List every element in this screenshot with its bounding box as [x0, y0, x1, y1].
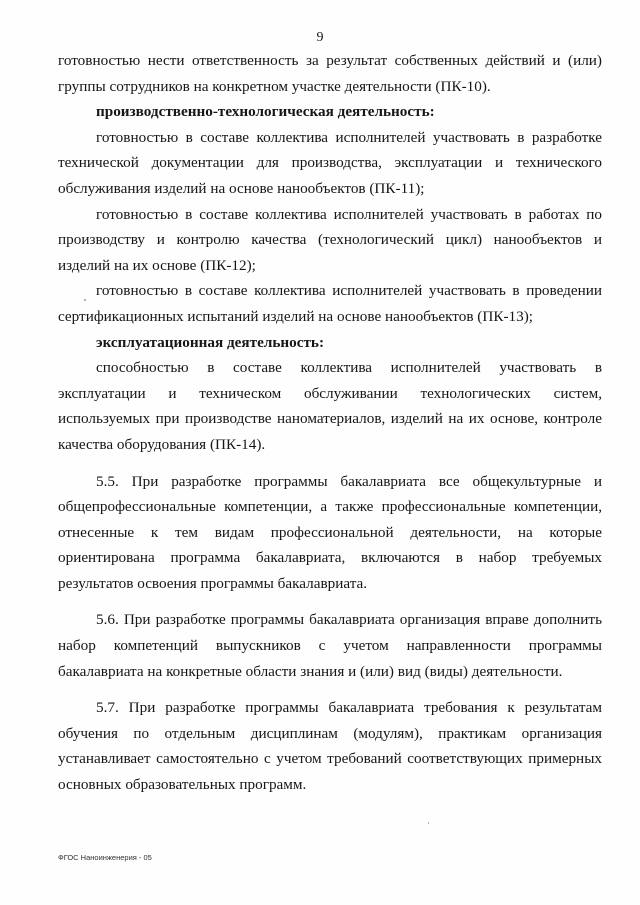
- paragraph-pk12: готовностью в составе коллектива исполнителей участвовать в работах по производству и контролю качества (технологический цикл) нанообъектов и изделий на их основе (ПК-12);: [58, 205, 602, 274]
- scan-speck: [428, 822, 429, 824]
- paragraph-pk10-continuation: готовностью нести ответственность за результат собственных действий и (или) группы сотрудников на конкретном участке деятельности (ПК-10).: [58, 52, 602, 95]
- paragraph-pk14: способностью в составе коллектива исполнителей участвовать в эксплуатации и техническом обслуживании технологических систем, используемых при производстве наноматериалов, изделий на их основе, контроле качества оборудования (ПК-14).: [58, 359, 602, 453]
- paragraph-5-6: 5.6. При разработке программы бакалавриата организация вправе дополнить набор компетенций выпускников с учетом направленности программы бакалавриата на конкретные области знания и (или) вид (виды) деятельности.: [58, 611, 602, 680]
- page-body: [58, 48, 602, 798]
- paragraph-5-7: 5.7. При разработке программы бакалавриата требования к результатам обучения по отдельным дисциплинам (модулям), практикам организация устанавливает самостоятельно с учетом требований соответствующих примерных основных образовательных программ.: [58, 699, 602, 794]
- page-number: 9: [316, 30, 324, 45]
- page-footer: ФГОС Наноинженерия - 05: [58, 853, 152, 862]
- paragraph-5-5: 5.5. При разработке программы бакалавриата все общекультурные и общепрофессиональные компетенции, а также профессиональные компетенции, отнесенные к тем видам профессиональной деятельности, на которые ориентирована программа бакалавриата, включаются в набор требуемых результатов освоения программы бакалавриата.: [58, 472, 602, 592]
- scan-speck: [84, 299, 86, 301]
- section-heading-operational: эксплуатационная деятельность:: [96, 333, 325, 351]
- paragraph-pk11: готовностью в составе коллектива исполнителей участвовать в разработке технической документации для производства, эксплуатации и технического обслуживания изделий на основе нанообъектов (ПК-11);: [58, 128, 602, 197]
- section-heading-production-technological: производственно-технологическая деятельность:: [96, 103, 435, 121]
- paragraph-pk13: готовностью в составе коллектива исполнителей участвовать в проведении сертификационных испытаний изделий на основе нанообъектов (ПК-13);: [58, 282, 602, 325]
